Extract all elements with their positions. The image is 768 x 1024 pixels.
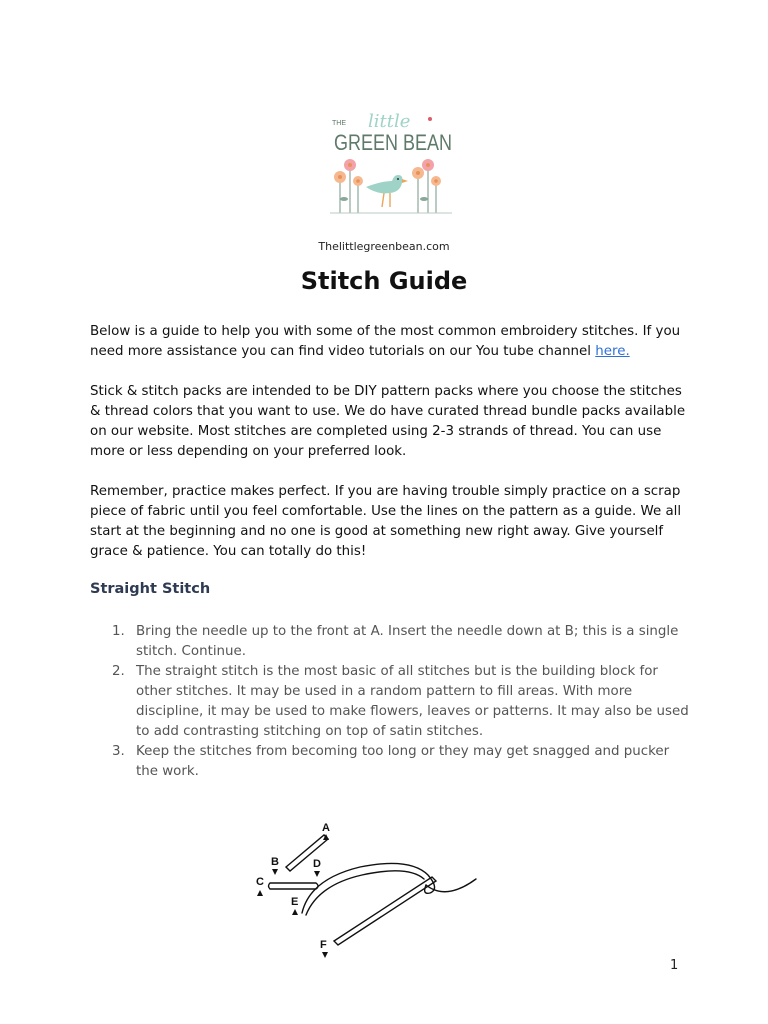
step-number: 3. bbox=[112, 744, 125, 759]
list-item bbox=[90, 742, 690, 782]
page-number: 1 bbox=[670, 958, 679, 973]
needle-icon bbox=[334, 877, 436, 945]
step-text: Keep the stitches from becoming too long or they may get snagged and pucker the work. bbox=[136, 744, 670, 779]
logo-script-text: little bbox=[368, 111, 411, 132]
step-text: Bring the needle up to the front at A. Insert the needle down at B; this is a single stitch. Continue. bbox=[136, 624, 679, 659]
straight-stitch-steps bbox=[90, 622, 690, 782]
brand-logo bbox=[318, 95, 468, 225]
label-f: F bbox=[320, 939, 327, 951]
thread-tail bbox=[426, 879, 476, 892]
page-title: Stitch Guide bbox=[300, 267, 468, 295]
website-url: Thelittlegreenbean.com bbox=[318, 240, 450, 253]
arrow-down-icon bbox=[314, 871, 320, 877]
arrow-up-icon bbox=[292, 909, 298, 915]
section-heading-straight-stitch: Straight Stitch bbox=[90, 581, 211, 597]
thread-curve-inner bbox=[306, 871, 424, 915]
label-a: A bbox=[322, 822, 330, 834]
list-item bbox=[90, 622, 690, 662]
arrow-down-icon bbox=[272, 869, 278, 875]
straight-stitch-diagram bbox=[240, 805, 490, 970]
step-text: The straight stitch is the most basic of all stitches but is the building block for other stitches. It may be used in a random pattern to fill areas. With more discipline, it may be used to make flowers, leaves or patterns. It may also be used to add contrasting stitching on top of satin stitches. bbox=[136, 664, 689, 739]
logo-small-text: THE bbox=[332, 120, 346, 127]
step-number: 1. bbox=[112, 624, 125, 639]
list-item bbox=[90, 662, 690, 742]
step-number: 2. bbox=[112, 664, 125, 679]
arrow-down-icon bbox=[322, 952, 328, 958]
stitch-c-d bbox=[269, 883, 319, 889]
logo-heart-icon bbox=[428, 117, 432, 121]
bird-icon bbox=[366, 175, 408, 207]
stick-stitch-paragraph: Stick & stitch packs are intended to be DIY pattern packs where you choose the stitches & thread colors that you want to use. We do have curated thread bundle packs available on our website. Most stitches are completed using 2-3 strands of thread. You can use more or less depending on your preferred look. bbox=[90, 384, 686, 459]
label-d: D bbox=[313, 858, 321, 870]
arrow-up-icon bbox=[257, 890, 263, 896]
stitch-b-a bbox=[286, 835, 328, 871]
intro-text: Below is a guide to help you with some of the most common embroidery stitches. If you need more assistance you can find video tutorials on our You tube channel bbox=[90, 324, 681, 359]
stitch-diagram-graphic bbox=[240, 805, 490, 970]
label-c: C bbox=[256, 876, 264, 888]
intro-paragraph bbox=[90, 322, 690, 362]
practice-paragraph: Remember, practice makes perfect. If you are having trouble simply practice on a scrap piece of fabric until you feel comfortable. Use the lines on the pattern as a guide. We all start at the beginning and no one is good at something new right away. Give yourself grace & patience. You can totally do this! bbox=[90, 484, 682, 559]
label-e: E bbox=[291, 896, 299, 908]
label-b: B bbox=[271, 856, 279, 868]
youtube-link[interactable]: here. bbox=[595, 344, 630, 359]
logo-main-text: GREEN BEAN bbox=[334, 130, 452, 155]
logo-graphic bbox=[318, 95, 468, 225]
